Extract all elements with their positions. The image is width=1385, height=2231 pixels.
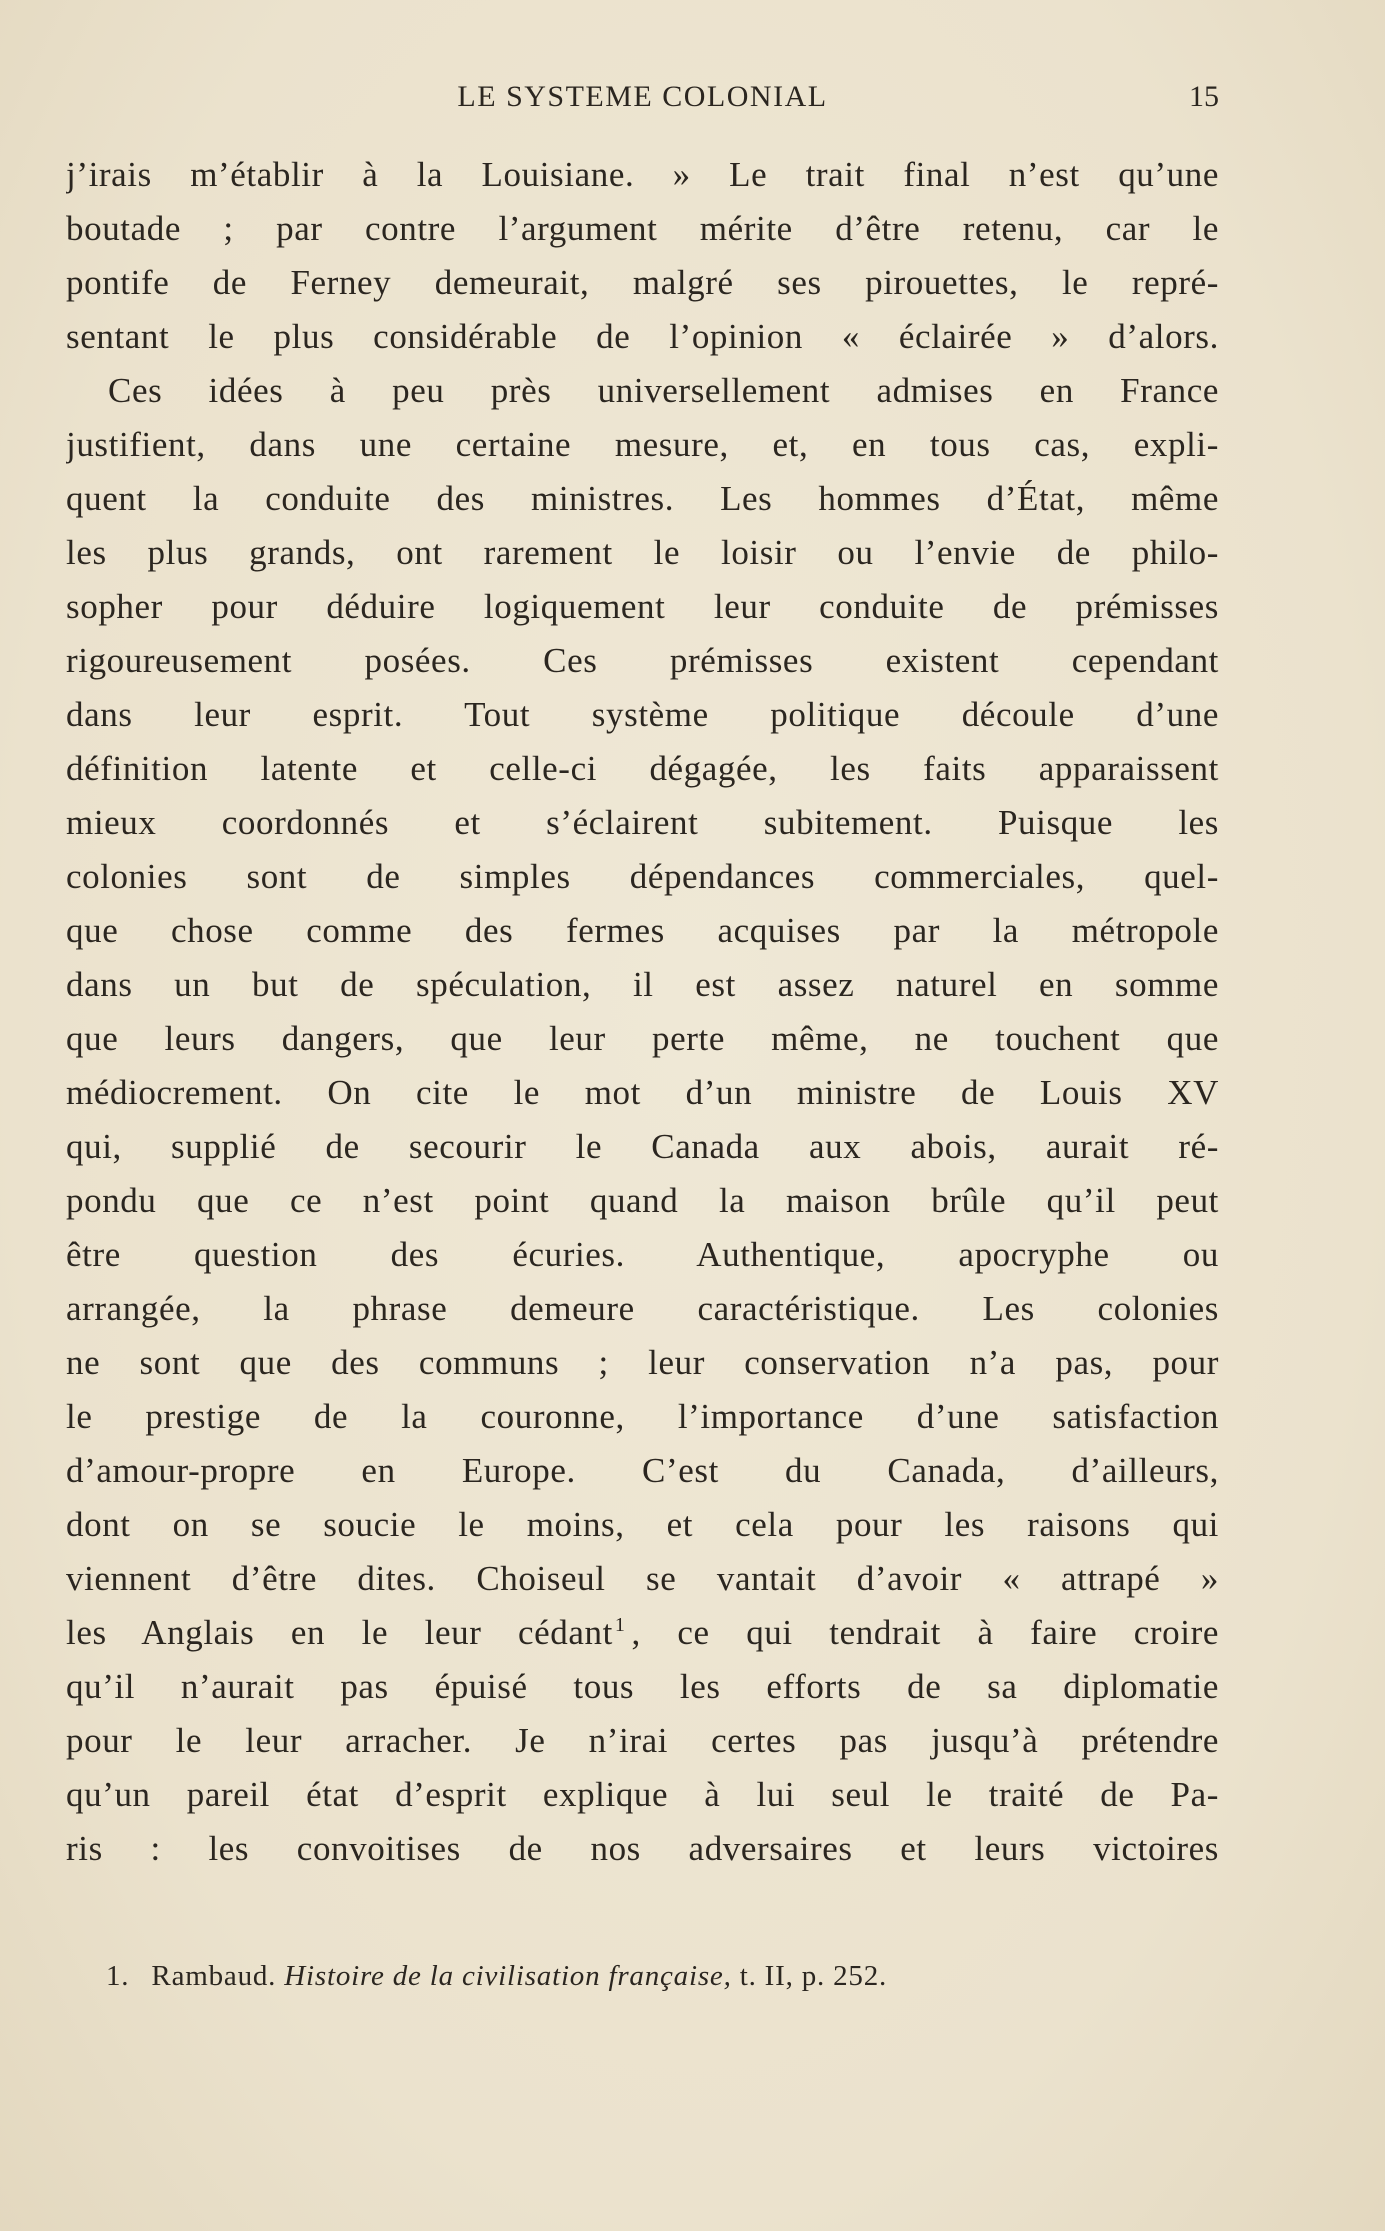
text-line bbox=[66, 1606, 1219, 1660]
text-line: ris : les convoitises de nos adversaires et leurs victoires bbox=[66, 1829, 1219, 1868]
text-line: viennent d’être dites. Choiseul se vantait d’avoir « attrapé » bbox=[66, 1559, 1219, 1598]
text-line: d’amour-propre en Europe. C’est du Canada, d’ailleurs, bbox=[66, 1451, 1219, 1490]
text-fragment: , ce qui tendrait à faire croire bbox=[631, 1613, 1219, 1652]
text-line: justifient, dans une certaine mesure, et, en tous cas, expli- bbox=[66, 425, 1219, 464]
text-line: définition latente et celle-ci dégagée, les faits apparaissent bbox=[66, 749, 1219, 788]
footnote-number: 1. bbox=[106, 1960, 130, 1992]
text-line: ne sont que des communs ; leur conservation n’a pas, pour bbox=[66, 1343, 1219, 1382]
text-line: sopher pour déduire logiquement leur conduite de prémisses bbox=[66, 587, 1219, 626]
running-title: LE SYSTEME COLONIAL bbox=[457, 80, 828, 113]
text-line: mieux coordonnés et s’éclairent subitement. Puisque les bbox=[66, 803, 1219, 842]
text-line: j’irais m’établir à la Louisiane. » Le trait final n’est qu’une bbox=[66, 155, 1219, 194]
text-line: Ces idées à peu près universellement admises en France bbox=[108, 371, 1219, 410]
text-line: pondu que ce n’est point quand la maison brûle qu’il peut bbox=[66, 1181, 1219, 1220]
text-line: être question des écuries. Authentique, apocryphe ou bbox=[66, 1235, 1219, 1274]
text-line: médiocrement. On cite le mot d’un ministre de Louis XV bbox=[66, 1073, 1219, 1112]
text-line: sentant le plus considérable de l’opinion « éclairée » d’alors. bbox=[66, 317, 1219, 356]
body-text bbox=[66, 148, 1219, 1876]
text-line: qu’un pareil état d’esprit explique à lui seul le traité de Pa- bbox=[66, 1775, 1219, 1814]
text-line: que leurs dangers, que leur perte même, ne touchent que bbox=[66, 1019, 1219, 1058]
footnote-author: Rambaud. bbox=[151, 1960, 277, 1992]
text-line: rigoureusement posées. Ces prémisses existent cependant bbox=[66, 641, 1219, 680]
footnote-reference: t. II, p. 252. bbox=[739, 1960, 888, 1992]
footnote-title: Histoire de la civilisation française, bbox=[284, 1960, 732, 1992]
text-line: qu’il n’aurait pas épuisé tous les efforts de sa diplomatie bbox=[66, 1667, 1219, 1706]
footnote-marker[interactable]: 1 bbox=[614, 1614, 626, 1637]
text-line: les plus grands, ont rarement le loisir ou l’envie de philo- bbox=[66, 533, 1219, 572]
text-line: colonies sont de simples dépendances commerciales, quel- bbox=[66, 857, 1219, 896]
text-line: qui, supplié de secourir le Canada aux abois, aurait ré- bbox=[66, 1127, 1219, 1166]
text-line: dans leur esprit. Tout système politique découle d’une bbox=[66, 695, 1219, 734]
text-line: quent la conduite des ministres. Les hommes d’État, même bbox=[66, 479, 1219, 518]
footnote bbox=[106, 1956, 1106, 1996]
text-line: boutade ; par contre l’argument mérite d’être retenu, car le bbox=[66, 209, 1219, 248]
text-line: arrangée, la phrase demeure caractéristique. Les colonies bbox=[66, 1289, 1219, 1328]
text-line: dans un but de spéculation, il est assez naturel en somme bbox=[66, 965, 1219, 1004]
text-line: pontife de Ferney demeurait, malgré ses pirouettes, le repré- bbox=[66, 263, 1219, 302]
text-line: que chose comme des fermes acquises par la métropole bbox=[66, 911, 1219, 950]
text-line: pour le leur arracher. Je n’irai certes pas jusqu’à prétendre bbox=[66, 1721, 1219, 1760]
text-line: dont on se soucie le moins, et cela pour les raisons qui bbox=[66, 1505, 1219, 1544]
text-line: le prestige de la couronne, l’importance d’une satisfaction bbox=[66, 1397, 1219, 1436]
text-fragment: les Anglais en le leur cédant bbox=[66, 1613, 613, 1652]
page-number: 15 bbox=[1189, 80, 1219, 113]
running-head bbox=[66, 80, 1219, 122]
